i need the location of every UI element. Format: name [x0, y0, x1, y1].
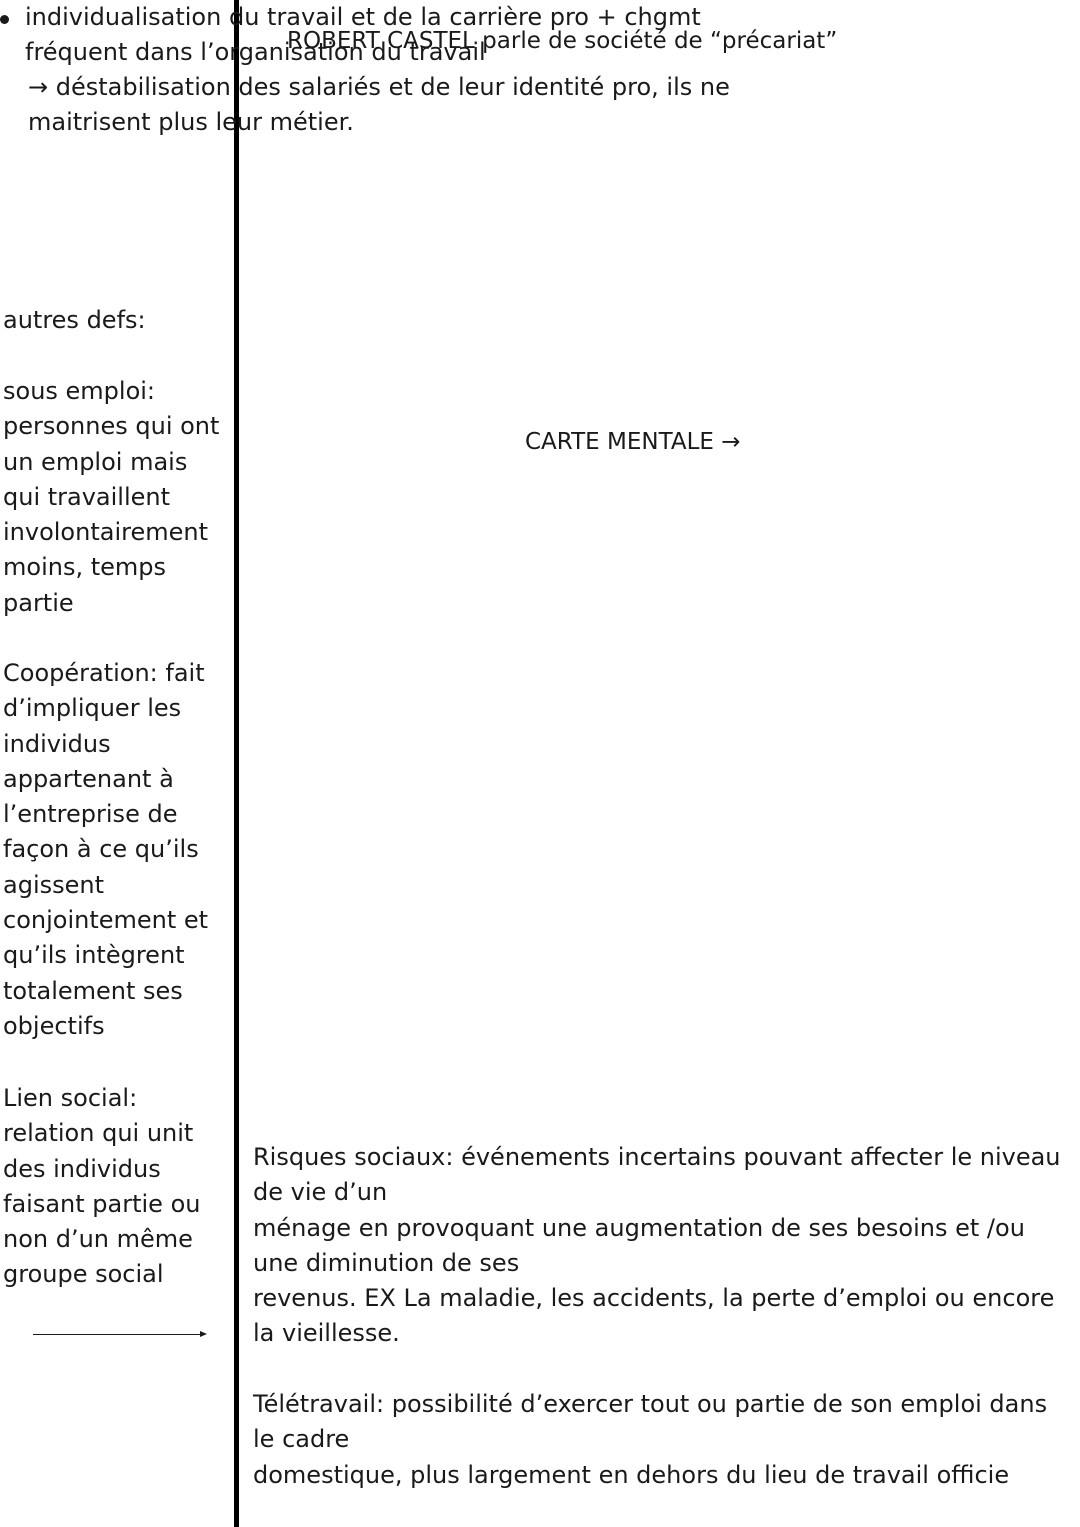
- def-risques-line-1: Risques sociaux: événements incertains pouvant affecter le niveau de vie d’un: [253, 1143, 1061, 1207]
- def-teletravail-line-2: domestique, plus largement en dehors du lieu de travail officie: [253, 1461, 1010, 1489]
- bullet-text: individualisation du travail et de la carrière pro + chgmt fréquent dans l’organisation du travail: [25, 3, 701, 67]
- arrow-right-icon: [200, 1331, 207, 1337]
- def-sous-emploi: sous emploi: personnes qui ont un emploi mais qui travaillent involontairement moins, temps partie: [3, 377, 220, 617]
- def-teletravail-line-1: Télétravail: possibilité d’exercer tout ou partie de son emploi dans le cadre: [253, 1390, 1048, 1454]
- def-risques-line-2: ménage en provoquant une augmentation de ses besoins et /ou une diminution de ses: [253, 1214, 1025, 1278]
- bullet-consequence: → déstabilisation des salariés et de leur identité pro, ils ne maitrisent plus leur métier.: [28, 73, 730, 137]
- def-risques-line-3: revenus. EX La maladie, les accidents, la perte d’emploi ou encore la vieillesse.: [253, 1284, 1055, 1348]
- arrow-line: [33, 1334, 203, 1335]
- bullet-dot-icon: [0, 15, 9, 24]
- def-lien-social: Lien social: relation qui unit des individus faisant partie ou non d’un même groupe social: [3, 1084, 201, 1289]
- column-divider: [234, 0, 239, 1527]
- castel-heading: ROBERT CASTEL parle de société de “précariat”: [287, 28, 838, 54]
- def-cooperation: Coopération: fait d’impliquer les individus appartenant à l’entreprise de façon à ce qu’ils agissent conjointement et qu’ils intègrent totalement ses objectifs: [3, 659, 209, 1040]
- carte-mentale-label: CARTE MENTALE →: [525, 429, 741, 455]
- left-intro: autres defs:: [3, 306, 146, 334]
